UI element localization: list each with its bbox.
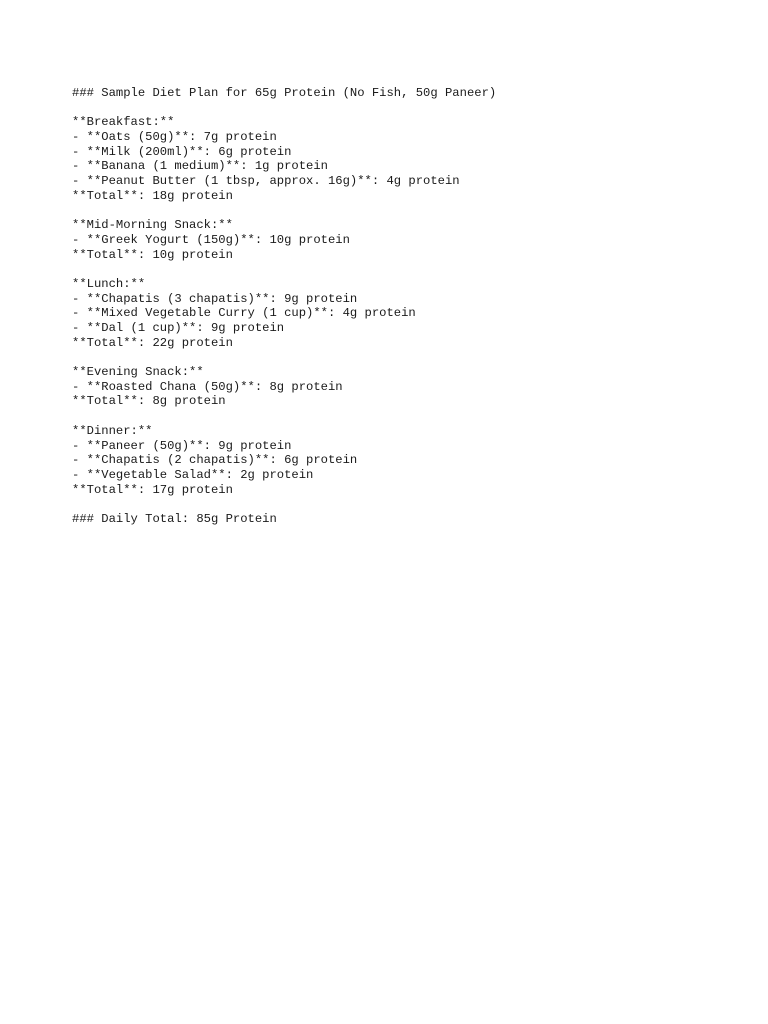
- section-total: **Total**: 8g protein: [72, 394, 226, 409]
- section-total: **Total**: 17g protein: [72, 482, 233, 497]
- spacer: [72, 350, 752, 365]
- list-item: - **Oats (50g)**: 7g protein: [72, 130, 277, 145]
- spacer: [72, 204, 752, 219]
- section-total: **Total**: 22g protein: [72, 335, 233, 350]
- section-mid-morning-snack: [72, 218, 752, 262]
- section-title: **Dinner:**: [72, 423, 153, 438]
- daily-total: ### Daily Total: 85g Protein: [72, 511, 277, 526]
- section-breakfast: [72, 115, 752, 203]
- list-item: - **Milk (200ml)**: 6g protein: [72, 144, 292, 159]
- spacer: [72, 101, 752, 116]
- section-dinner: [72, 424, 752, 497]
- spacer: [72, 262, 752, 277]
- section-title: **Evening Snack:**: [72, 365, 204, 380]
- section-evening-snack: [72, 365, 752, 409]
- list-item: - **Banana (1 medium)**: 1g protein: [72, 159, 328, 174]
- document-heading: ### Sample Diet Plan for 65g Protein (No Fish, 50g Paneer): [72, 86, 497, 100]
- list-item: - **Mixed Vegetable Curry (1 cup)**: 4g protein: [72, 306, 416, 321]
- list-item: - **Peanut Butter (1 tbsp, approx. 16g)**: 4g protein: [72, 174, 460, 189]
- list-item: - **Roasted Chana (50g)**: 8g protein: [72, 379, 343, 394]
- section-lunch: [72, 277, 752, 350]
- list-item: - **Chapatis (3 chapatis)**: 9g protein: [72, 291, 358, 306]
- section-total: **Total**: 10g protein: [72, 247, 233, 262]
- list-item: - **Chapatis (2 chapatis)**: 6g protein: [72, 453, 358, 468]
- section-title: **Mid-Morning Snack:**: [72, 218, 233, 233]
- section-total: **Total**: 18g protein: [72, 188, 233, 203]
- list-item: - **Vegetable Salad**: 2g protein: [72, 467, 314, 482]
- document-body: [72, 86, 752, 527]
- list-item: - **Greek Yogurt (150g)**: 10g protein: [72, 232, 350, 247]
- spacer: [72, 497, 752, 512]
- section-title: **Lunch:**: [72, 276, 146, 291]
- spacer: [72, 409, 752, 424]
- section-title: **Breakfast:**: [72, 115, 175, 130]
- list-item: - **Paneer (50g)**: 9g protein: [72, 438, 292, 453]
- list-item: - **Dal (1 cup)**: 9g protein: [72, 321, 285, 335]
